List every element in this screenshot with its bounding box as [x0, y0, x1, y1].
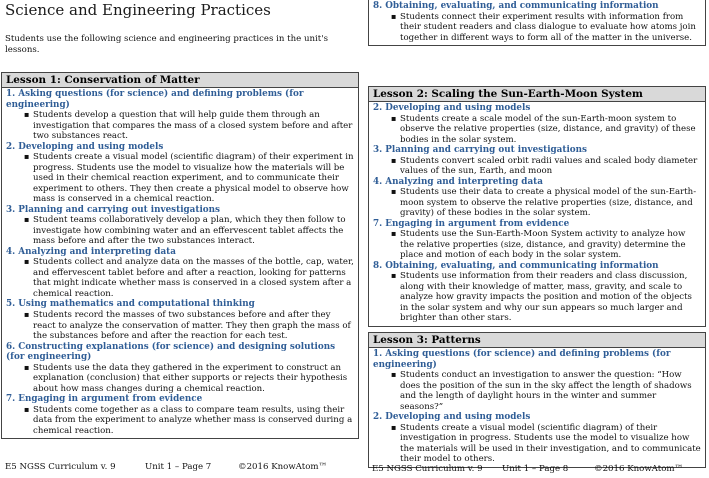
lesson2-heading: Lesson 2: Scaling the Sun-Earth-Moon System: [369, 87, 705, 102]
lesson3-heading: Lesson 3: Patterns: [369, 333, 705, 348]
section-title: 7. Engaging in argument from evidence: [6, 394, 203, 405]
bullet-item: ▪ Students use the Sun-Earth-Moon System activity to analyze how the relative properties (size, distance, and gravity) determine the place and motion of each body in the solar system.: [391, 229, 701, 261]
carryover-box: [368, 0, 706, 46]
bullet-item: ▪ Students create a scale model of the sun-Earth-moon system to observe the relative properties (size, distance, and gravity) of these bodies in the solar system.: [391, 114, 701, 146]
bullet-item: ▪ Students record the masses of two substances before and after they react to analyze the conservation of matter. They then graph the mass of the substances before and after the reaction for each test.: [24, 310, 354, 342]
bullet-item: ▪ Students use their data to create a physical model of the sun-Earth-moon system to observe the relative properties (size, distance, and gravity) of these bodies in the solar system.: [391, 187, 701, 219]
bullet-item: ▪ Students create a visual model (scientific diagram) of their investigation in progress. Students use the model to visualize how the materials will be used in their investigation, and to communicate their model to others.: [391, 423, 701, 465]
bullet-item: ▪ Students convert scaled orbit radii values and scaled body diameter values of the sun, Earth, and moon: [391, 156, 701, 177]
section-title: 2. Developing and using models: [6, 141, 164, 152]
footer-page-number: Unit 1 – Page 7: [145, 462, 212, 472]
section-title: 6. Constructing explanations (for science) and designing solutions (for engineering): [6, 341, 336, 363]
lesson3-body: [369, 348, 705, 467]
footer-curriculum: E5 NGSS Curriculum v. 9: [372, 464, 483, 474]
section-title: 3. Planning and carrying out investigations: [373, 145, 588, 156]
bullet-item: ▪ Students collect and analyze data on the masses of the bottle, cap, water, and effervescent tablet before and after a reaction, looking for patterns that might indicate whether mass is conserved in a closed system after a chemical reaction.: [24, 257, 354, 299]
lesson2-box: [368, 86, 706, 327]
section-title: 1. Asking questions (for science) and defining problems (for engineering): [6, 89, 304, 110]
bullet-item: ▪ Students create a visual model (scientific diagram) of their experiment in progress. Students use the model to visualize how the materials will be used in their chemical reaction experiment, and to communicate their experiment to others. They then create a physical model to observe how mass is conserved in a chemical reaction.: [24, 152, 354, 205]
section-title: 8. Obtaining, evaluating, and communicating information: [373, 260, 659, 271]
bullet-item: ▪ Students develop a question that will help guide them through an investigation that compares the mass of a closed system before and after two substances react.: [24, 110, 354, 142]
lesson3-box: [368, 332, 706, 468]
section-title: 8. Obtaining, evaluating, and communicating information: [373, 1, 659, 11]
lesson1-body: [2, 88, 358, 438]
footer-page-number: Unit 1 – Page 8: [502, 464, 569, 474]
carryover-body: [369, 0, 705, 45]
section-title: 3. Planning and carrying out investigations: [6, 204, 221, 215]
lesson1-heading: Lesson 1: Conservation of Matter: [2, 73, 358, 88]
intro-text: Students use the following science and engineering practices in the unit's lessons.: [5, 34, 329, 55]
bullet-item: ▪ Students use the data they gathered in the experiment to construct an explanation (conclusion) that either supports or rejects their hypothesis about how mass changes during a chemical reaction.: [24, 363, 354, 395]
section-title: 7. Engaging in argument from evidence: [373, 218, 570, 229]
page-title: Science and Engineering Practices: [5, 1, 271, 19]
section-title: 5. Using mathematics and computational thinking: [6, 299, 255, 310]
footer-curriculum: E5 NGSS Curriculum v. 9: [5, 462, 116, 472]
section-title: 2. Developing and using models: [373, 412, 531, 423]
bullet-item: ▪ Students conduct an investigation to answer the question: “How does the position of the sun in the sky affect the length of shadows and the length of daylight hours in the winter and summer seasons?”: [391, 370, 701, 412]
footer-copyright: ©2016 KnowAtom™: [594, 464, 684, 474]
bullet-item: ▪ Students use information from their readers and class discussion, along with their knowledge of matter, mass, gravity, and scale to analyze how gravity impacts the position and motion of the objects in the solar system and why our sun appears so much larger and brighter than other stars.: [391, 271, 701, 324]
footer-copyright: ©2016 KnowAtom™: [238, 462, 328, 472]
bullet-item: ▪ Students connect their experiment results with information from their student readers and class dialogue to evaluate how atoms join together in different ways to form all of the matter in the universe.: [391, 12, 701, 44]
lesson1-box: [1, 72, 359, 439]
section-title: 2. Developing and using models: [373, 103, 531, 113]
section-title: 1. Asking questions (for science) and defining problems (for engineering): [373, 349, 671, 370]
section-title: 4. Analyzing and interpreting data: [6, 246, 176, 257]
bullet-item: ▪ Student teams collaboratively develop a plan, which they then follow to investigate how combining water and an effervescent tablet affects the mass before and after the two substances interact.: [24, 215, 354, 247]
bullet-item: ▪ Students come together as a class to compare team results, using their data from the experiment to analyze whether mass is conserved during a chemical reaction.: [24, 405, 354, 437]
section-title: 4. Analyzing and interpreting data: [373, 176, 543, 187]
lesson2-body: [369, 102, 705, 326]
